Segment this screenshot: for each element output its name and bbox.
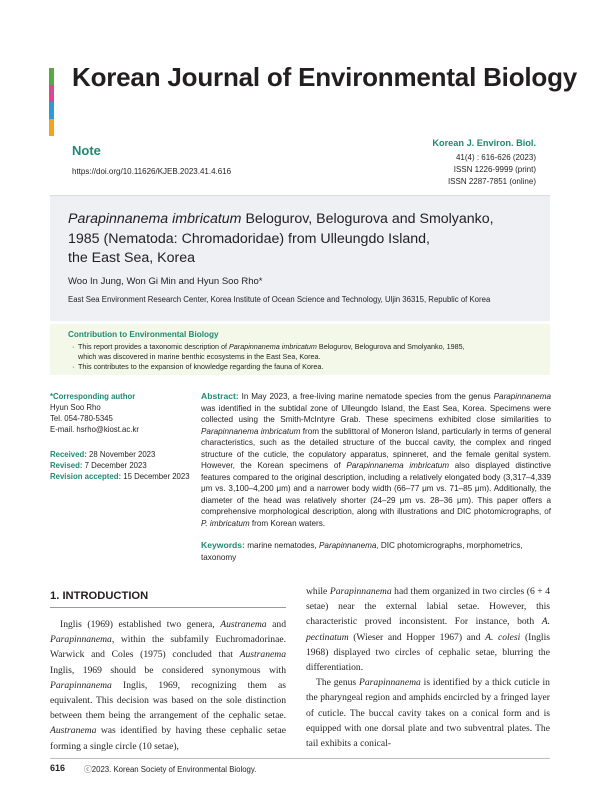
revised-date: Revised: 7 December 2023 [50,461,147,470]
color-bar-blue [49,102,54,119]
title-panel [50,195,550,321]
page-number: 616 [50,763,66,773]
color-bar-pink [49,85,54,102]
corresponding-tel: Tel. 054-780-5345 [50,414,113,423]
title-species: Parapinnanema imbricatum [68,211,242,227]
article-info [50,391,190,482]
journal-color-bar [49,68,54,136]
body-paragraph: The genus Parapinnanema is identified by a thick cuticle in the pharyngeal region and amphids encircled by a fringed layer of cuticle. The buccal cavity takes on a conical form and is equipped with one dorsal plate and two subventral plates. The tail exhibits a conical- [306,677,550,750]
section-rule [50,607,286,608]
corresponding-name: Hyun Soo Rho [50,403,101,412]
title-line2: 1985 (Nematoda: Chromadoridae) from Ulleungdo Island, [68,230,430,247]
corresponding-email[interactable]: E-mail. hsrho@kiost.ac.kr [50,425,139,434]
affiliation: East Sea Environment Research Center, Korea Institute of Ocean Science and Technology, Uljin 36315, Republic of Korea [68,295,491,304]
body-paragraph: while Parapinnanema had them organized in two circles (6 + 4 setae) near the external labial setae. However, this characteristic proved inconsistent. For instance, both A. pectinatum (Wieser and Hopper 1967) and A. colesi (Inglis 1968) displayed two circles of cephalic setae, blurring the differentiation. [306,586,550,674]
accepted-date: Revision accepted: 15 December 2023 [50,472,190,481]
footer-rule [50,758,550,759]
abstract-label: Abstract: [201,391,239,401]
contribution-item-cont: which was discovered in marine benthic ecosystems in the East Sea, Korea. [78,352,321,361]
color-bar-green [49,68,54,85]
body-column-right [306,584,550,751]
copyright: ⓒ2023. Korean Society of Environmental Biology. [84,765,257,774]
contribution-box [50,324,550,375]
title-line3: the East Sea, Korea [68,250,195,266]
authors: Woo In Jung, Won Gi Min and Hyun Soo Rho* [68,276,263,287]
article-type: Note [72,143,101,158]
body-column-left: Inglis (1969) established two genera, Austranema and Parapinnanema, within the subfamily Euchromadorinae. Warwick and Coles (1975) concluded that Austranema Inglis, 1969 should be considered synonymous with Parapinnanema Inglis, 1969, recognizing them as equivalent. This decision was based on the sole distinction between them being the arrangement of the cephalic setae. Austranema was identified by having these cephalic setae forming a single circle (10 setae), [50,619,286,752]
journal-abbrev: Korean J. Environ. Biol. [432,138,536,148]
journal-title: Korean Journal of Environmental Biology [72,62,578,92]
article-dates [50,449,190,482]
contribution-item: · This report provides a taxonomic description of Parapinnanema imbricatum Belogurov, Belogurova and Smolyanko, 1985, [72,342,542,352]
title-line1-rest: Belogurov, Belogurova and Smolyanko, [241,211,494,227]
citation-info [448,152,536,188]
contribution-list [72,342,542,372]
section-heading-introduction: 1. INTRODUCTION [50,590,149,602]
color-bar-orange [49,119,54,136]
issn-online: ISSN 2287-7851 (online) [447,177,536,186]
corresponding-label: *Corresponding author [50,392,136,401]
contribution-item: · This contributes to the expansion of knowledge regarding the fauna of Korea. [72,362,542,372]
paper-title [68,210,538,269]
issn-print: ISSN 1226-9999 (print) [453,165,536,174]
received-date: Received: 28 November 2023 [50,450,156,459]
keywords-label: Keywords: [201,540,245,550]
contribution-heading: Contribution to Environmental Biology [68,330,219,339]
keywords: Keywords: marine nematodes, Parapinnanema, DIC photomicrographs, morphometrics, taxonomy [201,540,523,562]
abstract: Abstract: In May 2023, a free-living marine nematode species from the genus Parapinnanema was identified in the subtidal zone of Ulleungdo Island, the East Sea, Korea. Specimens were collected using the Smith-McIntyre Grab. These specimens exhibited close similarities to Parapinnanema imbricatum from the sublittoral of Moneron Island, particularly in terms of general characteristics, such as the detailed structure of the buccal cavity, the complex and ringed structure of the cuticle, the copulatory apparatus, spinneret, and the female genital system. However, the Korean specimens of Parapinnanema imbricatum also displayed distinctive features compared to the original description, including a relatively elongated body (3,317–4,339 μm vs. 3,100–4,200 μm) and a narrower body width (66–77 μm vs. 71–85 μm). Additionally, the diameter of the head was relatively shorter (24–29 μm vs. 28–36 μm). This paper offers a comprehensive morphological description, along with illustrations and DIC photomicrographs, of P. imbricatum from Korean waters. [201,391,552,528]
volume-pages: 41(4) : 616-626 (2023) [455,153,536,162]
doi-link[interactable]: https://doi.org/10.11626/KJEB.2023.41.4.616 [72,167,232,176]
